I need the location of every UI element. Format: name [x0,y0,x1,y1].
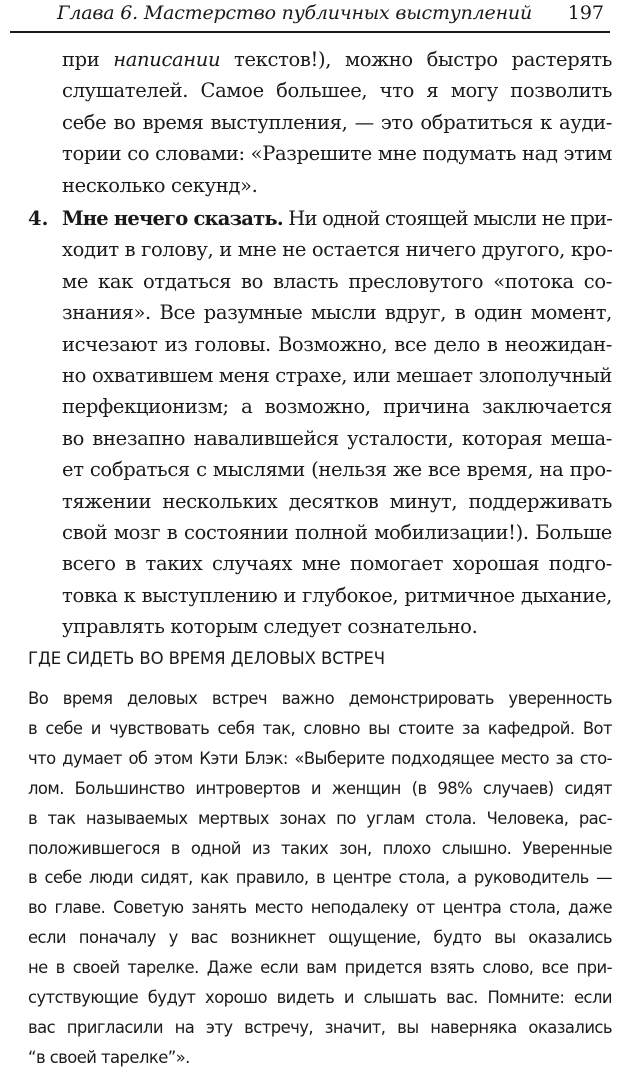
text-line: ет собраться с мыслями (нельзя же все время, на про- [62,458,612,482]
text-line: Во время деловых встреч важно демонстрировать уверенность [28,689,612,708]
text-line: “в своей тарелке”». [28,1047,190,1067]
text-line: если поначалу у вас возникнет ощущение, будто вы оказались [28,928,612,948]
text-line: положившегося в одной из таких зон, плохо слышно. Уверенные [28,838,612,858]
running-header [0,0,620,30]
text-line: слушателей. Самое большее, что я могу позволить [62,79,612,103]
page-number: 197 [567,2,604,24]
text-line: исчезают из головы. Возможно, все дело в неожидан- [62,332,612,356]
text-line: тории со словами: «Разрешите мне подумать над этим [62,142,612,166]
text-line: себе во время выступления, — это обратиться к ауди- [62,110,612,134]
text-line: сутствующие будут хорошо видеть и слышать вас. Помните: если [28,988,612,1008]
text-line: Мне нечего сказать. Ни одной стоящей мысли не при- [62,207,612,230]
list-item-text [62,203,612,643]
text-line: но охватившем меня страхе, или мешает злополучный [62,364,612,388]
list-item-number: 4. [28,207,49,230]
text-line: в себе и чувствовать себя так, словно вы стоите за кафедрой. Вот [28,718,612,738]
text-line: всего в таких случаях мне помогает хорошая подго- [62,552,612,576]
emphasis-word: написании [113,48,221,71]
text-line: управлять которым следует сознательно. [62,615,478,639]
section-heading: ГДЕ СИДЕТЬ ВО ВРЕМЯ ДЕЛОВЫХ ВСТРЕЧ [28,649,385,668]
text-line: вас пригласили на эту встречу, значит, вы наверняка оказались [28,1017,612,1037]
text-line: товка к выступлению и глубокое, ритмичное дыхание, [62,583,612,607]
text-line: во внезапно навалившейся усталости, которая меша- [62,426,612,450]
sidebar-paragraph [28,684,612,1073]
text-line: во главе. Советую занять место неподалеку от центра стола, даже [28,898,612,918]
text-line: тяжении нескольких десятков минут, поддерживать [62,489,612,513]
continuation-paragraph [62,44,612,201]
text-line: ходит в голову, и мне не остается ничего другого, кро- [62,238,613,262]
text-line: в себе люди сидят, как правило, в центре стола, а руководитель — [28,868,612,888]
item-lead-phrase: Мне нечего сказать. [62,207,283,230]
text-line: перфекционизм; а возможно, причина заключается [62,395,612,419]
header-rule [10,31,610,33]
text-line: свой мозг в состоянии полной мобилизации!). Больше [62,521,612,545]
text-line: при написании текстов!), можно быстро растерять [62,48,612,71]
text-line: ме как отдаться во власть пресловутого «потока со- [62,269,612,293]
text-line: несколько секунд». [62,173,258,197]
text-line: не в своей тарелке. Даже если вам придется взять слово, все при- [28,958,612,978]
text-line: лом. Большинство интровертов и женщин (в 98% случаев) сидят [28,778,612,798]
text-line: знания». Все разумные мысли вдруг, в один момент, [62,301,612,325]
text-line: в так называемых мертвых зонах по углам стола. Человека, рас- [28,808,612,828]
chapter-title: Глава 6. Мастерство публичных выступлений [57,2,532,24]
text-line: что думает об этом Кэти Блэк: «Выберите подходящее место за сто- [28,748,612,768]
